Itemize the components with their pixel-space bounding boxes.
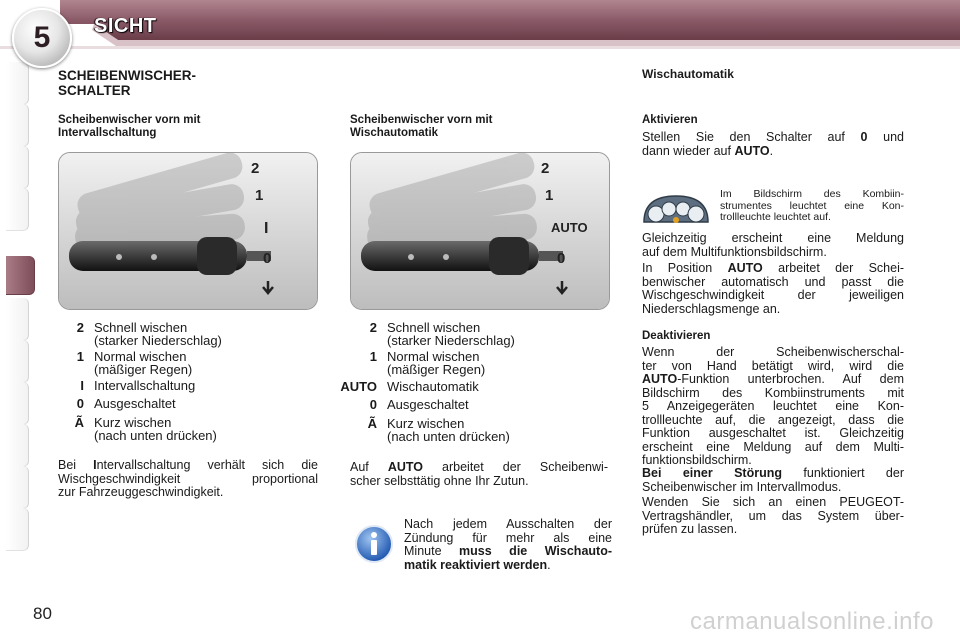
- chapter-header: [0, 0, 960, 52]
- chapter-number: 5: [33, 21, 51, 54]
- para-line: trollleuchte auf, die angezeigt, dass die: [642, 412, 904, 427]
- middle-subheading-line: Wischautomatik: [350, 127, 439, 139]
- chapter-tab-3[interactable]: [6, 146, 29, 189]
- legend-line: (mäßiger Regen): [94, 362, 193, 377]
- info-line: Nach jedem Ausschalten der: [404, 517, 612, 531]
- text-run-bold: AUTO: [734, 143, 770, 158]
- left-subheading-line: Intervallschaltung: [58, 127, 157, 139]
- para-line: Wenden Sie sich an einen PEUGEOT-: [642, 495, 904, 509]
- para-line: Gleichzeitig erscheint eine Meldung: [642, 231, 904, 245]
- text-run: arbeitet der Scheibenwi-: [423, 460, 608, 474]
- legend-key: 0: [76, 396, 84, 411]
- photo-label: 0: [263, 250, 272, 267]
- text-run-bold: muss die Wischauto-: [459, 544, 612, 558]
- info-line: [404, 545, 612, 559]
- right-heading: Wischautomatik: [642, 67, 734, 81]
- legend-item: [337, 321, 577, 349]
- deactivate-heading: Deaktivieren: [642, 330, 711, 342]
- legend-key: 0: [369, 397, 377, 412]
- message-paragraph: [642, 232, 904, 259]
- chapter-tab-2[interactable]: [6, 104, 29, 147]
- legend-key: 2: [369, 320, 377, 335]
- watermark[interactable]: carmanualsonline.info: [690, 608, 934, 635]
- legend-item: [44, 416, 284, 444]
- photo-label: I: [264, 220, 269, 237]
- instrument-cluster-icon: [640, 192, 712, 226]
- para-line: [642, 131, 904, 145]
- fault-paragraph: [642, 467, 904, 494]
- activate-heading: Aktivieren: [642, 114, 698, 126]
- chapter-tab-7[interactable]: [6, 340, 29, 383]
- legend-key: Ã: [367, 416, 377, 431]
- legend-item: [44, 321, 284, 349]
- info-icon: [354, 524, 394, 564]
- legend-line: (nach unten drücken): [387, 429, 510, 444]
- text-run: Auf: [350, 460, 388, 474]
- photo-label: 1: [255, 187, 264, 204]
- legend-key: 2: [76, 320, 84, 335]
- legend-item: [44, 379, 284, 393]
- text-run-bold: AUTO: [727, 261, 763, 275]
- para-line: Funktion ausgeschaltet ist. Gleichzeitig: [642, 426, 904, 440]
- wiper-stalk-illustration: [59, 153, 317, 309]
- text-run: dann wieder auf: [642, 143, 735, 158]
- legend-line: (mäßiger Regen): [387, 362, 486, 377]
- cluster-line: trollleuchte leuchtet auf.: [720, 211, 831, 223]
- para-line: [642, 145, 904, 159]
- wiper-stalk-photo-interval: [58, 152, 318, 310]
- legend-text: [94, 321, 222, 347]
- chapter-tab-9[interactable]: [6, 424, 29, 467]
- legend-line: Kurz wischen: [94, 415, 172, 430]
- legend-key: Ã: [74, 415, 84, 430]
- info-text: [404, 518, 612, 572]
- photo-label: 0: [557, 250, 566, 267]
- dealer-paragraph: [642, 496, 904, 537]
- middle-paragraph: [350, 461, 608, 488]
- legend-item: [337, 350, 577, 378]
- legend-line: Normal wischen: [94, 349, 187, 364]
- legend-line: (starker Niederschlag): [387, 333, 515, 348]
- para-line: Scheibenwischer im Intervallmodus.: [642, 479, 842, 494]
- cluster-line: Im Bildschirm des Kombiin-: [720, 188, 904, 200]
- text-run-bold: AUTO: [387, 460, 423, 474]
- para-line: ter von Hand betätigt wird, wird die: [642, 358, 904, 373]
- photo-label: AUTO: [551, 220, 588, 235]
- para-line: [642, 467, 904, 481]
- legend-text: Ausgeschaltet: [387, 397, 469, 412]
- photo-label: 2: [541, 160, 550, 177]
- section-heading-line: SCHALTER: [58, 83, 131, 98]
- chapter-tab-8[interactable]: [6, 382, 29, 425]
- text-run: -Funktion unterbrochen. Auf dem: [677, 372, 904, 386]
- text-run: .: [547, 557, 551, 572]
- text-run: In Position: [642, 261, 728, 275]
- legend-line: (starker Niederschlag): [94, 333, 222, 348]
- legend-key: 1: [76, 349, 84, 364]
- para-line: erscheint eine Meldung auf dem Multi-: [642, 439, 904, 454]
- text-run: arbeitet der Schei-: [762, 261, 905, 275]
- para-line: Wischgeschwindigkeit der jeweiligen: [642, 288, 904, 302]
- para-line: auf dem Multifunktionsbildschirm.: [642, 244, 827, 259]
- para-line: Bildschirm des Kombiinstruments mit: [642, 385, 904, 400]
- legend-line: Kurz wischen: [387, 416, 465, 431]
- para-line: Wenn der Scheibenwischerschal-: [642, 345, 904, 359]
- para-line: [350, 461, 608, 475]
- para-line: funktionsbildschirm.: [642, 453, 752, 467]
- chapter-tab-1[interactable]: [6, 62, 29, 105]
- chapter-number-badge: [12, 8, 72, 68]
- text-run-bold: 0: [860, 130, 868, 144]
- legend-text: [387, 321, 515, 347]
- info-note: [352, 516, 612, 576]
- left-subheading: [58, 114, 201, 140]
- legend-text: Wischautomatik: [387, 379, 479, 394]
- para-line: [642, 262, 904, 276]
- cluster-line: strumentes leuchtet eine Kon-: [720, 199, 904, 212]
- para-line: Wischgeschwindigkeit proportional: [58, 471, 318, 486]
- para-line: Niederschlagsmenge an.: [642, 301, 781, 316]
- text-run: .: [769, 143, 774, 158]
- section-heading-line: SCHEIBENWISCHER-: [58, 68, 197, 83]
- text-run: Stellen Sie den Schalter auf: [642, 130, 861, 144]
- legend-text: [94, 350, 192, 376]
- para-line: Vertragshändler, um das System über-: [642, 508, 904, 523]
- chapter-tab-11[interactable]: [6, 508, 29, 551]
- chapter-tab-4[interactable]: [6, 188, 29, 231]
- legend-item: [337, 380, 577, 394]
- wiper-stalk-photo-auto: [350, 152, 610, 310]
- left-subheading-line: Scheibenwischer vorn mit: [58, 114, 201, 126]
- section-heading: [58, 68, 196, 98]
- legend-line: Schnell wischen: [387, 320, 481, 335]
- para-line: [58, 459, 318, 473]
- left-paragraph: [58, 459, 318, 500]
- chapter-tabs: [0, 58, 36, 578]
- legend-key: 1: [369, 349, 377, 364]
- legend-text: [94, 416, 217, 442]
- legend-line: (nach unten drücken): [94, 428, 217, 443]
- legend-key: I: [80, 378, 84, 393]
- info-line: [404, 559, 612, 573]
- auto-paragraph: [642, 262, 904, 316]
- legend-text: Ausgeschaltet: [94, 396, 176, 411]
- cluster-note-text: [720, 189, 904, 224]
- chapter-tab-10[interactable]: [6, 466, 29, 509]
- text-run-bold: matik reaktiviert werden: [404, 557, 548, 572]
- para-line: [642, 373, 904, 387]
- legend-text: [387, 417, 510, 443]
- para-line: zur Fahrzeuggeschwindigkeit.: [58, 485, 224, 499]
- legend-line: Schnell wischen: [94, 320, 188, 335]
- para-line: 5 Anzeigegeräten leuchtet eine Kon-: [642, 399, 904, 413]
- wiper-stalk-illustration: [351, 153, 609, 309]
- activate-paragraph: [642, 131, 904, 158]
- text-run-bold: Bei einer Störung: [642, 466, 783, 480]
- text-run: funktioniert der: [782, 466, 904, 480]
- legend-item: [337, 417, 577, 445]
- text-run: Bei: [58, 458, 94, 472]
- para-line: benwischer automatisch und passt die: [642, 274, 904, 289]
- legend-text: Intervallschaltung: [94, 378, 196, 393]
- text-run-bold: I: [93, 458, 97, 472]
- photo-label: 1: [545, 187, 554, 204]
- legend-text: [387, 350, 485, 376]
- info-line: Zündung für mehr als eine: [404, 530, 612, 545]
- legend-line: Normal wischen: [387, 349, 480, 364]
- text-run-bold: AUTO: [642, 372, 678, 386]
- text-run: ntervallschaltung verhält sich die: [96, 458, 318, 472]
- cluster-note: [640, 186, 908, 234]
- middle-subheading: [350, 114, 493, 140]
- para-line: prüfen zu lassen.: [642, 522, 738, 536]
- chapter-tab-5-active[interactable]: [6, 256, 35, 295]
- middle-subheading-line: Scheibenwischer vorn mit: [350, 114, 493, 126]
- chapter-title: SICHT: [94, 15, 157, 37]
- page-number: 80: [33, 604, 52, 623]
- deactivate-paragraph: [642, 346, 904, 468]
- photo-label: 2: [251, 160, 260, 177]
- legend-key: AUTO: [340, 379, 377, 394]
- legend-item: [337, 398, 577, 412]
- legend-item: [44, 350, 284, 378]
- text-run: Minute: [404, 544, 460, 558]
- para-line: scher selbsttätig ohne Ihr Zutun.: [350, 473, 529, 488]
- text-run: und: [867, 130, 904, 144]
- legend-item: [44, 397, 284, 411]
- chapter-tab-6[interactable]: [6, 298, 29, 341]
